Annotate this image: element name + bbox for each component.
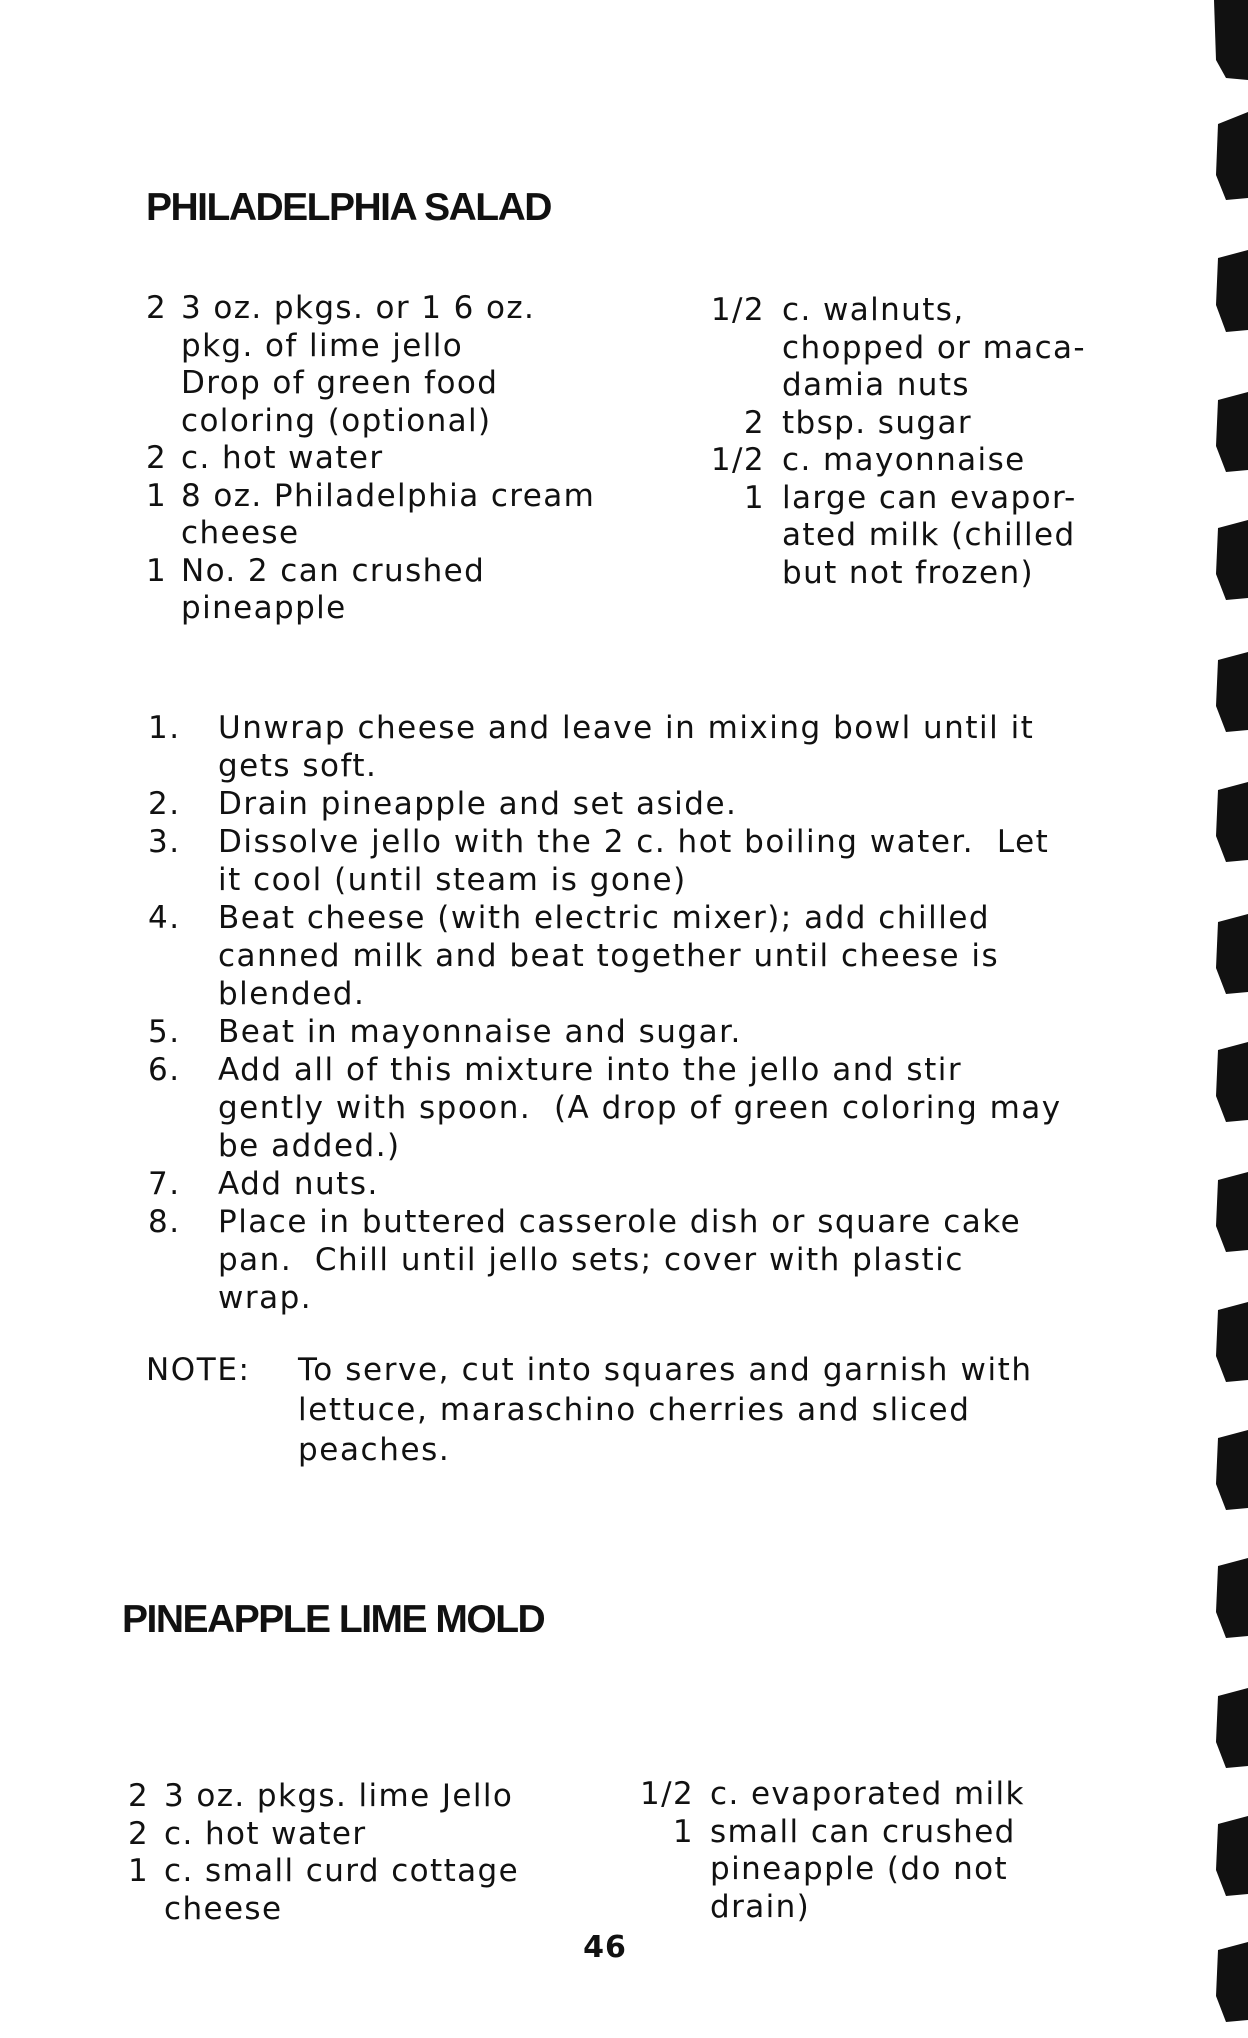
ingredient-list-right [640, 1776, 1060, 1926]
ingredient-quantity: 1 [128, 1853, 150, 1889]
binding-ring [1214, 0, 1248, 80]
ingredient-quantity: 2 [128, 1815, 150, 1852]
instruction-step [148, 899, 1108, 1013]
page-number: 46 [583, 1930, 627, 1965]
ingredient-item [128, 1778, 578, 1816]
step-text-line: blended. [218, 976, 366, 1012]
ingredient-text-line: c. mayonnaise [782, 442, 1026, 478]
step-number: 6. [148, 1052, 181, 1088]
ingredient-text-line: c. small curd cottage [164, 1853, 520, 1889]
instruction-step [148, 1203, 1108, 1317]
binding-ring [1216, 392, 1248, 472]
ingredient-item [710, 292, 1130, 405]
ingredient-text-line: pkg. of lime jello [181, 327, 464, 364]
ingredient-text-line: small can crushed [710, 1813, 1016, 1850]
ingredient-text-line: coloring (optional) [181, 402, 492, 439]
note-label: NOTE: [146, 1352, 251, 1388]
instruction-step [148, 1013, 1108, 1051]
step-text-line: be added.) [218, 1128, 401, 1164]
ingredient-quantity: 2 [128, 1778, 150, 1814]
ingredient-quantity: 1/2 [710, 292, 765, 328]
ingredient-list-left [128, 1778, 578, 1928]
step-text-line: Place in buttered casserole dish or square cake [218, 1204, 1022, 1240]
ingredient-item [128, 1816, 578, 1854]
binding-ring [1216, 1042, 1248, 1122]
step-text-line: Drain pineapple and set aside. [218, 786, 738, 822]
spiral-binding [1200, 0, 1248, 2038]
ingredient-quantity: 1 [743, 479, 765, 516]
instruction-step [148, 823, 1108, 899]
step-text-line: Beat in mayonnaise and sugar. [218, 1014, 742, 1050]
ingredient-text-line: damia nuts [782, 367, 970, 403]
step-text-line: pan. Chill until jello sets; cover with plastic [218, 1242, 964, 1278]
step-number: 4. [148, 900, 181, 936]
step-text-line: gets soft. [218, 748, 378, 784]
ingredient-list-right [710, 292, 1130, 592]
ingredient-text-line: cheese [164, 1890, 283, 1927]
ingredient-quantity: 1 [146, 477, 168, 514]
ingredient-item [146, 440, 616, 478]
ingredient-text-line: c. hot water [181, 440, 384, 476]
ingredient-item [710, 405, 1130, 443]
ingredient-text-line: Drop of green food [181, 365, 499, 401]
ingredient-quantity: 2 [743, 404, 765, 441]
binding-ring [1216, 1816, 1248, 1896]
binding-ring [1216, 1942, 1248, 2022]
ingredient-item [640, 1814, 1060, 1927]
binding-ring [1216, 652, 1248, 732]
step-number: 1. [148, 710, 181, 746]
note-text-line: lettuce, maraschino cherries and sliced [298, 1392, 971, 1428]
step-text-line: canned milk and beat together until cheese is [218, 938, 1000, 974]
step-text-line: Dissolve jello with the 2 c. hot boiling water. Let [218, 824, 1050, 860]
ingredient-item [128, 1853, 578, 1928]
step-number: 2. [148, 786, 181, 822]
ingredient-text-line: pineapple [181, 590, 347, 626]
ingredient-item [146, 290, 616, 440]
ingredient-quantity: 1 [672, 1813, 694, 1850]
ingredient-quantity: 1/2 [640, 1776, 695, 1812]
ingredient-text-line: tbsp. sugar [782, 404, 972, 441]
binding-ring [1216, 520, 1248, 600]
ingredient-text-line: No. 2 can crushed [181, 552, 486, 589]
ingredient-quantity: 2 [146, 440, 168, 476]
ingredient-text-line: 3 oz. pkgs. lime Jello [164, 1778, 514, 1814]
ingredient-item [640, 1776, 1060, 1814]
note-text-line: peaches. [298, 1432, 451, 1468]
binding-ring [1216, 112, 1248, 200]
recipe-note [146, 1350, 1106, 1470]
step-number: 8. [148, 1204, 181, 1240]
ingredient-text-line: ated milk (chilled [782, 517, 1076, 553]
ingredient-item [146, 478, 616, 553]
recipe-title: PHILADELPHIA SALAD [146, 186, 551, 229]
binding-ring [1216, 1558, 1248, 1638]
ingredient-text-line: c. walnuts, [782, 292, 965, 328]
ingredient-item [146, 553, 616, 628]
binding-ring [1216, 1302, 1248, 1382]
ingredient-item [710, 442, 1130, 480]
ingredient-quantity: 2 [146, 290, 168, 326]
step-number: 7. [148, 1166, 181, 1202]
step-number: 5. [148, 1014, 181, 1050]
instruction-step [148, 1051, 1108, 1165]
ingredient-item [710, 480, 1130, 593]
binding-ring [1216, 1172, 1248, 1252]
ingredient-text-line: cheese [181, 515, 300, 551]
ingredient-text-line: c. hot water [164, 1815, 367, 1852]
step-number: 3. [148, 824, 181, 860]
ingredient-text-line: pineapple (do not [710, 1851, 1009, 1887]
instruction-steps [148, 709, 1108, 1317]
recipe-title: PINEAPPLE LIME MOLD [122, 1598, 545, 1641]
note-text-line: To serve, cut into squares and garnish with [298, 1352, 1033, 1388]
binding-ring [1216, 1688, 1248, 1768]
instruction-step [148, 785, 1108, 823]
step-text-line: it cool (until steam is gone) [218, 862, 687, 898]
ingredient-quantity: 1 [146, 552, 168, 589]
ingredient-text-line: c. evaporated milk [710, 1776, 1025, 1812]
ingredient-text-line: large can evapor- [782, 479, 1077, 516]
instruction-step [148, 709, 1108, 785]
step-text-line: Add nuts. [218, 1166, 379, 1202]
ingredient-text-line: chopped or maca- [782, 329, 1087, 366]
step-text-line: Add all of this mixture into the jello and stir [218, 1052, 963, 1088]
ingredient-text-line: drain) [710, 1888, 811, 1925]
ingredient-list-left [146, 290, 616, 628]
instruction-step [148, 1165, 1108, 1203]
step-text-line: Unwrap cheese and leave in mixing bowl until it [218, 710, 1035, 746]
binding-ring [1216, 914, 1248, 994]
step-text-line: wrap. [218, 1280, 313, 1316]
ingredient-quantity: 1/2 [710, 442, 765, 478]
binding-ring [1216, 782, 1248, 862]
ingredient-text-line: 8 oz. Philadelphia cream [181, 477, 596, 514]
ingredient-text-line: 3 oz. pkgs. or 1 6 oz. [181, 290, 536, 326]
step-text-line: Beat cheese (with electric mixer); add chilled [218, 900, 991, 936]
ingredient-text-line: but not frozen) [782, 554, 1034, 591]
step-text-line: gently with spoon. (A drop of green coloring may [218, 1090, 1062, 1126]
binding-ring [1216, 250, 1248, 332]
binding-ring [1216, 1430, 1248, 1510]
note-text [298, 1350, 1106, 1470]
